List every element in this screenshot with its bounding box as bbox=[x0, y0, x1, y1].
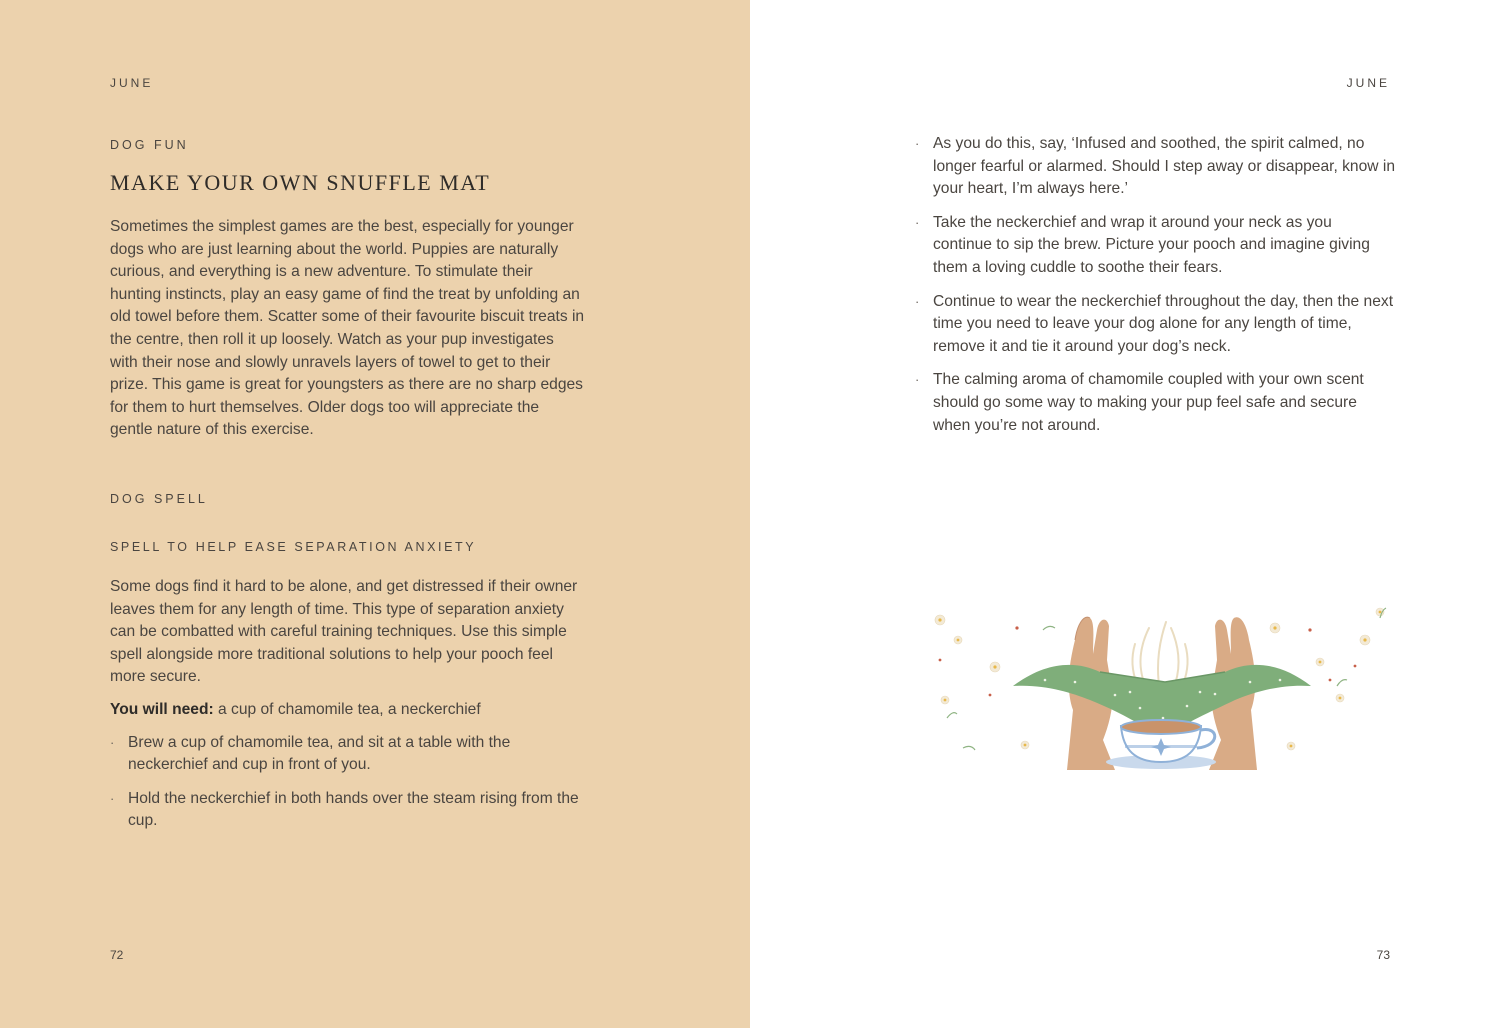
step-text: Take the neckerchief and wrap it around your neck as you continue to sip the brew. Picture your pooch and imagine giving them a loving cuddle to soothe their fears. bbox=[933, 213, 1370, 276]
list-item bbox=[915, 212, 1395, 280]
bullet-icon: · bbox=[110, 790, 115, 806]
hands-neckerchief-teacup-icon bbox=[925, 600, 1400, 775]
list-item bbox=[915, 291, 1395, 359]
section-kicker-dog-spell: DOG SPELL bbox=[110, 491, 208, 506]
bullet-icon: · bbox=[915, 293, 920, 309]
list-item bbox=[110, 732, 585, 777]
bullet-icon: · bbox=[915, 214, 920, 230]
step-text: Brew a cup of chamomile tea, and sit at a table with the neckerchief and cup in front of you. bbox=[128, 733, 511, 774]
page-number-right: 73 bbox=[1376, 948, 1390, 962]
bullet-icon: · bbox=[915, 372, 920, 388]
left-page-content bbox=[110, 138, 585, 844]
right-page-content bbox=[915, 133, 1395, 448]
dog-fun-body: Sometimes the simplest games are the best, especially for younger dogs who are just learning about the world. Puppies are naturally curious, and everything is a new adventure. To stimulate their hunting instincts, play an easy game of find the treat by unfolding an old towel before them. Scatter some of their favourite biscuit treats in the centre, then roll it up loosely. Watch as your pup investigates with their nose and slowly unravels layers of towel to get to their prize. This game is great for youngsters as there are no sharp edges for them to hurt themselves. Older dogs too will appreciate the gentle nature of this exercise. bbox=[110, 218, 585, 439]
page-number-left: 72 bbox=[110, 948, 124, 962]
spell-steps-right bbox=[915, 133, 1395, 437]
list-item bbox=[915, 369, 1395, 437]
step-text: Continue to wear the neckerchief throughout the day, then the next time you need to leave your dog alone for any length of time, remove it and tie it around your dog’s neck. bbox=[933, 292, 1394, 355]
section-kicker-dog-fun: DOG FUN bbox=[110, 138, 189, 152]
section-title-snuffle-mat: MAKE YOUR OWN SNUFFLE MAT bbox=[110, 170, 491, 195]
step-text: Hold the neckerchief in both hands over the steam rising from the cup. bbox=[128, 789, 579, 830]
bullet-icon: · bbox=[915, 136, 920, 151]
need-label: You will need: bbox=[110, 700, 214, 718]
you-will-need bbox=[110, 699, 585, 722]
spell-steps-left bbox=[110, 732, 585, 833]
list-item bbox=[110, 788, 585, 833]
running-head-right: JUNE bbox=[1346, 76, 1390, 90]
need-items: a cup of chamomile tea, a neckerchief bbox=[218, 700, 481, 718]
step-text: As you do this, say, ‘Infused and soothed, the spirit calmed, no longer fearful or alarmed. Should I step away or disappear, know in your heart, I’m always here.’ bbox=[933, 135, 1396, 198]
running-head-left: JUNE bbox=[110, 76, 154, 90]
dog-spell-body: Some dogs find it hard to be alone, and get distressed if their owner leaves them for any length of time. This type of separation anxiety can be combatted with careful training techniques. Use this simple spell alongside more traditional solutions to help your pooch feel more secure. bbox=[110, 577, 578, 686]
bullet-icon: · bbox=[110, 734, 115, 750]
step-text: The calming aroma of chamomile coupled with your own scent should go some way to making your pup feel safe and secure when you’re not around. bbox=[933, 371, 1364, 434]
list-item bbox=[915, 133, 1395, 201]
spell-subtitle: SPELL TO HELP EASE SEPARATION ANXIETY bbox=[110, 539, 477, 554]
